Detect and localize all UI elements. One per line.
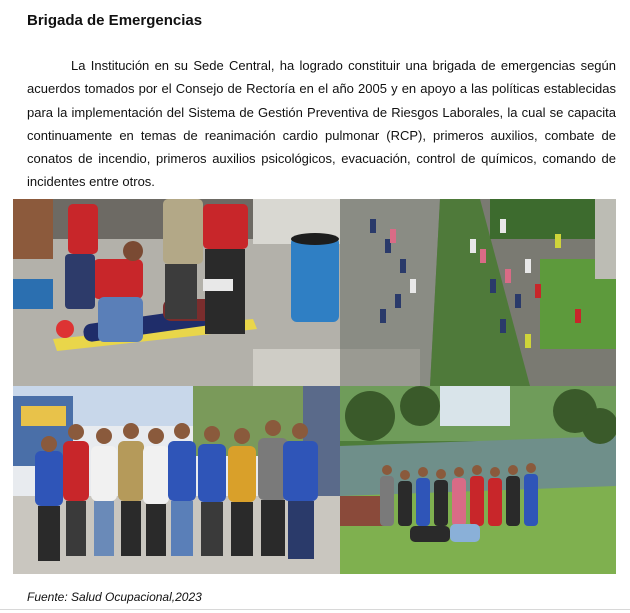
bottom-divider — [0, 609, 630, 610]
photo-brigade-group — [13, 386, 340, 574]
body-paragraph: La Institución en su Sede Central, ha logrado constituir una brigada de emergencias según acuerdos tomados por el Consejo de Rectoría en el año 2005 y en apoyo a las políticas establecidas para la implementación del Sistema de Gestión Preventiva de Riesgos Laborales, la cual se capacita continuamente en temas de reanimación cardio pulmonar (RCP), primeros auxilios, combate de conatos de incendio, primeros auxilios psicológicos, evacuación, control de químicos, comando de incidentes entre otros. — [27, 58, 616, 190]
photo-first-aid-training — [13, 199, 340, 386]
photo-evacuation-drill — [340, 199, 616, 386]
document-title: Brigada de Emergencias — [27, 12, 203, 29]
photo-group-by-lake — [340, 386, 616, 574]
photo-collage — [13, 199, 616, 574]
figure-caption: Fuente: Salud Ocupacional,2023 — [27, 590, 202, 604]
